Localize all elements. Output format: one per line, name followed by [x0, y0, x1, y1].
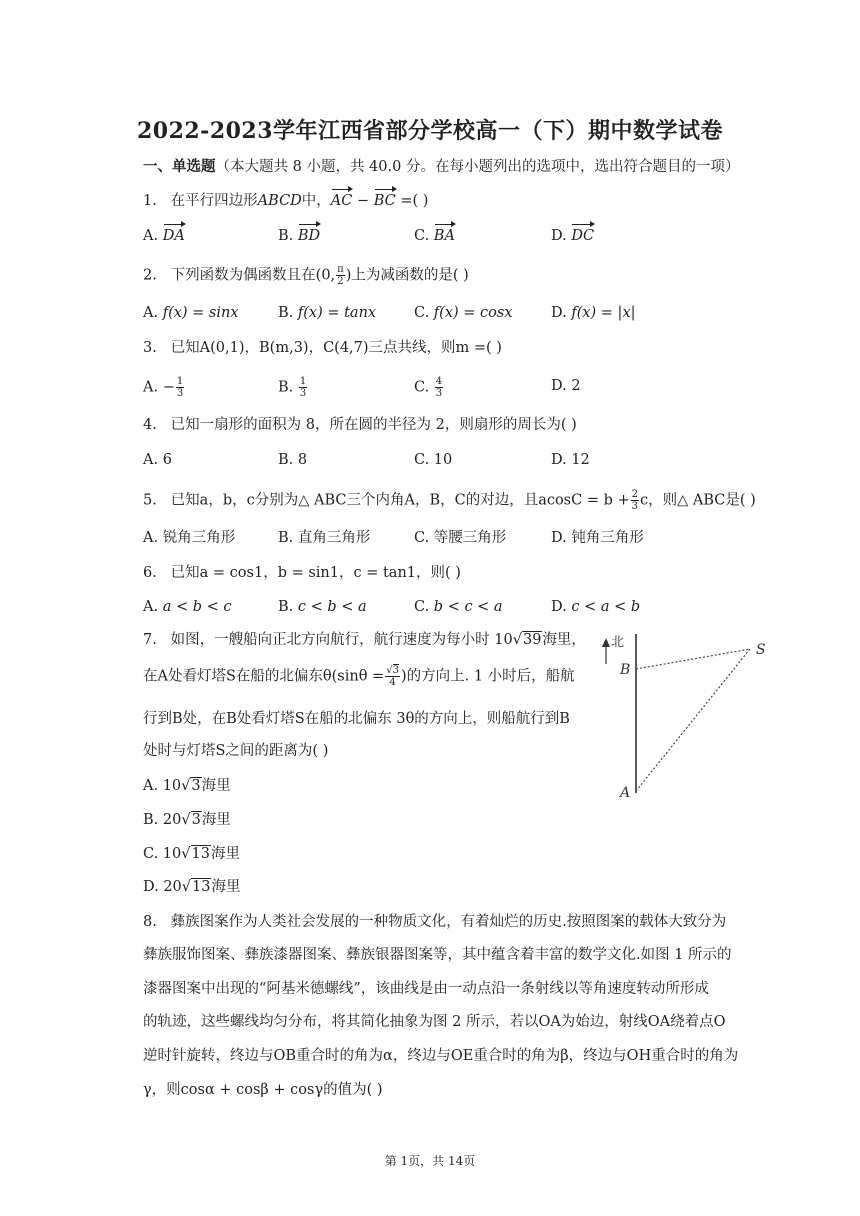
option-label: A. [143, 530, 159, 546]
option-text: f(x) = sinx [162, 305, 239, 321]
option-label: D. [551, 305, 567, 321]
option-text: 6 [162, 452, 172, 468]
option-d[interactable] [551, 226, 594, 246]
option-a[interactable] [143, 376, 185, 399]
question-1 [143, 191, 428, 211]
numerator: π [337, 264, 344, 275]
square-root: √13 [181, 879, 211, 895]
option-text: a < b < c [162, 599, 232, 615]
denominator: 3 [435, 388, 443, 399]
option-d[interactable] [551, 303, 636, 323]
question-text: 已知A(0,1)，B(m,3)，C(4,7)三点共线，则m =( ) [170, 340, 502, 356]
option-a[interactable] [143, 303, 239, 323]
option-label: B. [278, 379, 294, 396]
radicand: 13 [191, 846, 210, 862]
question-7 [143, 630, 586, 650]
radicand: 39 [522, 632, 542, 648]
option-label: D. [551, 378, 567, 394]
section-heading [143, 157, 739, 177]
vector: BC [373, 193, 396, 209]
option-label: A. [143, 452, 159, 468]
option-label: A. [143, 778, 159, 794]
option-text: 2 [571, 378, 581, 394]
exam-title: 2022-2023学年江西省部分学校高一（下）期中数学试卷 [136, 118, 724, 144]
option-c[interactable] [414, 376, 444, 399]
option-label: B. [278, 452, 294, 468]
option-label: C. [414, 228, 430, 244]
option-text: b < c < a [433, 599, 503, 615]
denominator: 3 [299, 388, 307, 399]
numerator: √3 [386, 665, 399, 676]
option-label: D. [143, 879, 159, 895]
sign: − [162, 379, 175, 396]
question-6 [143, 563, 461, 583]
question-4 [143, 415, 577, 435]
fraction [299, 376, 307, 399]
question-number: 4. [143, 417, 157, 433]
question-8 [143, 912, 726, 932]
option-d[interactable] [551, 450, 590, 470]
radicand: 3 [191, 778, 201, 794]
ship-lighthouse-figure [598, 628, 778, 800]
question-3 [143, 338, 502, 358]
coefficient: 10 [162, 846, 182, 862]
option-label: B. [278, 228, 294, 244]
north-label: 北 [611, 635, 625, 650]
option-label: B. [278, 599, 294, 615]
question-text: 下列函数为偶函数且在(0, [170, 267, 336, 284]
vector: BD [297, 228, 321, 244]
option-text: f(x) = |x| [571, 305, 636, 321]
sight-line-b [636, 649, 750, 669]
fraction [336, 264, 345, 287]
option-a[interactable] [143, 450, 172, 470]
numerator: 2 [631, 489, 639, 500]
unit: 海里 [211, 879, 241, 895]
coefficient: 20 [162, 812, 182, 828]
option-text: 10 [433, 452, 453, 468]
vector: BA [433, 228, 455, 244]
question-text: 在平行四边形 [170, 193, 258, 209]
question-text: 中， [301, 193, 331, 209]
option-c[interactable] [143, 844, 240, 864]
square-root: √3 [181, 778, 201, 794]
coefficient: 10 [162, 778, 182, 794]
page-footer: 第 1页，共 14页 [384, 1154, 476, 1168]
option-label: A. [143, 599, 159, 615]
fraction [435, 376, 443, 399]
question-text: 海里， [542, 632, 586, 648]
unit: 海里 [210, 846, 240, 862]
option-c[interactable] [414, 450, 452, 470]
point-a-label: A [620, 785, 631, 800]
north-arrow-head [602, 638, 610, 647]
sight-line-a [636, 649, 750, 791]
question-8-line: 的轨迹，这些螺线均匀分布，将其简化抽象为图 2 所示，若以OA为始边，射线OA绕着点O [143, 1014, 726, 1030]
question-7-line-2 [143, 665, 575, 688]
denominator: 2 [337, 276, 344, 287]
option-label: A. [143, 305, 159, 321]
square-root: √39 [512, 632, 542, 648]
square-root: √13 [181, 846, 210, 862]
numerator: 4 [435, 376, 443, 387]
option-label: D. [551, 228, 567, 244]
question-7-line-4: 处时与灯塔S之间的距离为( ) [143, 743, 329, 759]
section-label: 一、单选题 [143, 158, 216, 175]
option-c[interactable] [414, 528, 506, 548]
question-8-line: γ，则cosα + cosβ + cosγ的值为( ) [143, 1082, 383, 1098]
vector: DC [571, 228, 595, 244]
question-number: 3. [143, 340, 157, 356]
option-text: 12 [571, 452, 590, 468]
question-text: 已知一扇形的面积为 8，所在圆的半径为 2，则扇形的周长为( ) [170, 417, 577, 433]
radicand: 13 [192, 879, 211, 895]
question-2 [143, 264, 469, 287]
option-a[interactable] [143, 776, 231, 796]
option-label: C. [143, 846, 159, 862]
radicand: 3 [392, 665, 399, 676]
option-c[interactable] [414, 226, 455, 246]
question-text: c，则△ ABC是( ) [640, 492, 756, 509]
numerator: 1 [176, 376, 184, 387]
option-label: A. [143, 379, 159, 396]
option-text: 等腰三角形 [433, 530, 507, 546]
denominator: 4 [389, 677, 396, 688]
option-a[interactable] [143, 226, 185, 246]
option-label: D. [551, 530, 567, 546]
option-a[interactable] [143, 597, 232, 617]
fraction [176, 376, 184, 399]
option-label: D. [551, 599, 567, 615]
question-text: 如图，一艘船向正北方向航行，航行速度为每小时 10 [170, 632, 513, 648]
option-text: c < b < a [297, 599, 367, 615]
option-c[interactable] [414, 597, 503, 617]
option-a[interactable] [143, 528, 235, 548]
option-b[interactable] [278, 597, 367, 617]
question-number: 7. [143, 632, 157, 648]
option-text: 锐角三角形 [162, 530, 236, 546]
option-d[interactable] [551, 597, 640, 617]
point-s-label: S [756, 642, 766, 658]
coefficient: 20 [163, 879, 182, 895]
answer-blank: =( ) [395, 193, 429, 209]
question-number: 6. [143, 565, 157, 581]
question-number: 5. [143, 492, 157, 509]
option-c[interactable] [414, 303, 513, 323]
unit: 海里 [201, 778, 231, 794]
question-number: 2. [143, 267, 157, 284]
option-label: C. [414, 305, 430, 321]
option-b[interactable] [278, 450, 307, 470]
question-text: 已知a，b，c分别为△ ABC三个内角A，B，C的对边，且acosC = b + [170, 492, 630, 509]
question-8-line: 彝族服饰图案、彝族漆器图案、彝族银器图案等，其中蕴含着丰富的数学文化.如图 1 所示的 [143, 947, 732, 963]
option-d[interactable] [551, 528, 644, 548]
option-text: 钝角三角形 [571, 530, 644, 546]
option-text: f(x) = tanx [297, 305, 377, 321]
question-number: 1. [143, 193, 157, 209]
operator: − [352, 193, 374, 209]
fraction [631, 489, 639, 512]
square-root: √3 [181, 812, 201, 828]
question-text: )上为减函数的是( ) [345, 267, 469, 284]
option-label: C. [414, 599, 430, 615]
unit: 海里 [201, 812, 231, 828]
question-8-line: 逆时针旋转，终边与OB重合时的角为α，终边与OE重合时的角为β，终边与OH重合时的角为 [143, 1048, 739, 1064]
vector: AC [330, 193, 353, 209]
question-text: 已知a = cos1，b = sin1，c = tan1，则( ) [170, 565, 461, 581]
option-label: D. [551, 452, 567, 468]
question-text: )的方向上. 1 小时后，船航 [400, 668, 575, 685]
option-b[interactable] [278, 376, 308, 399]
option-label: B. [143, 812, 159, 828]
option-label: C. [414, 379, 430, 396]
option-b[interactable] [143, 810, 231, 830]
fraction [385, 665, 400, 688]
option-label: B. [278, 530, 294, 546]
option-text: c < a < b [571, 599, 641, 615]
radicand: 3 [191, 812, 201, 828]
section-description: （本大题共 8 小题，共 40.0 分。在每小题列出的选项中，选出符合题目的一项） [215, 159, 740, 175]
option-b[interactable] [278, 303, 376, 323]
denominator: 3 [176, 388, 184, 399]
question-7-line-3: 行到B处，在B处看灯塔S在船的北偏东 3θ的方向上，则船航行到B [143, 711, 570, 727]
question-8-line: 漆器图案中出现的“阿基米德螺线”，该曲线是由一动点沿一条射线以等角速度转动所形成 [143, 981, 709, 997]
option-d[interactable] [551, 376, 581, 396]
option-text: f(x) = cosx [433, 305, 513, 321]
point-b-label: B [620, 662, 631, 678]
math-term: ABCD [257, 193, 302, 209]
option-label: C. [414, 452, 430, 468]
option-label: A. [143, 228, 159, 244]
option-label: B. [278, 305, 294, 321]
numerator: 1 [299, 376, 307, 387]
question-text: 在A处看灯塔S在船的北偏东θ(sinθ = [143, 668, 385, 685]
option-d[interactable] [143, 877, 240, 897]
question-5 [143, 489, 756, 512]
option-label: C. [414, 530, 430, 546]
option-b[interactable] [278, 528, 370, 548]
question-text: 彝族图案作为人类社会发展的一种物质文化，有着灿烂的历史.按照图案的载体大致分为 [170, 914, 727, 930]
question-number: 8. [143, 914, 157, 930]
vector: DA [162, 228, 185, 244]
denominator: 3 [631, 501, 639, 512]
option-b[interactable] [278, 226, 320, 246]
option-text: 8 [297, 452, 308, 468]
option-text: 直角三角形 [297, 530, 371, 546]
